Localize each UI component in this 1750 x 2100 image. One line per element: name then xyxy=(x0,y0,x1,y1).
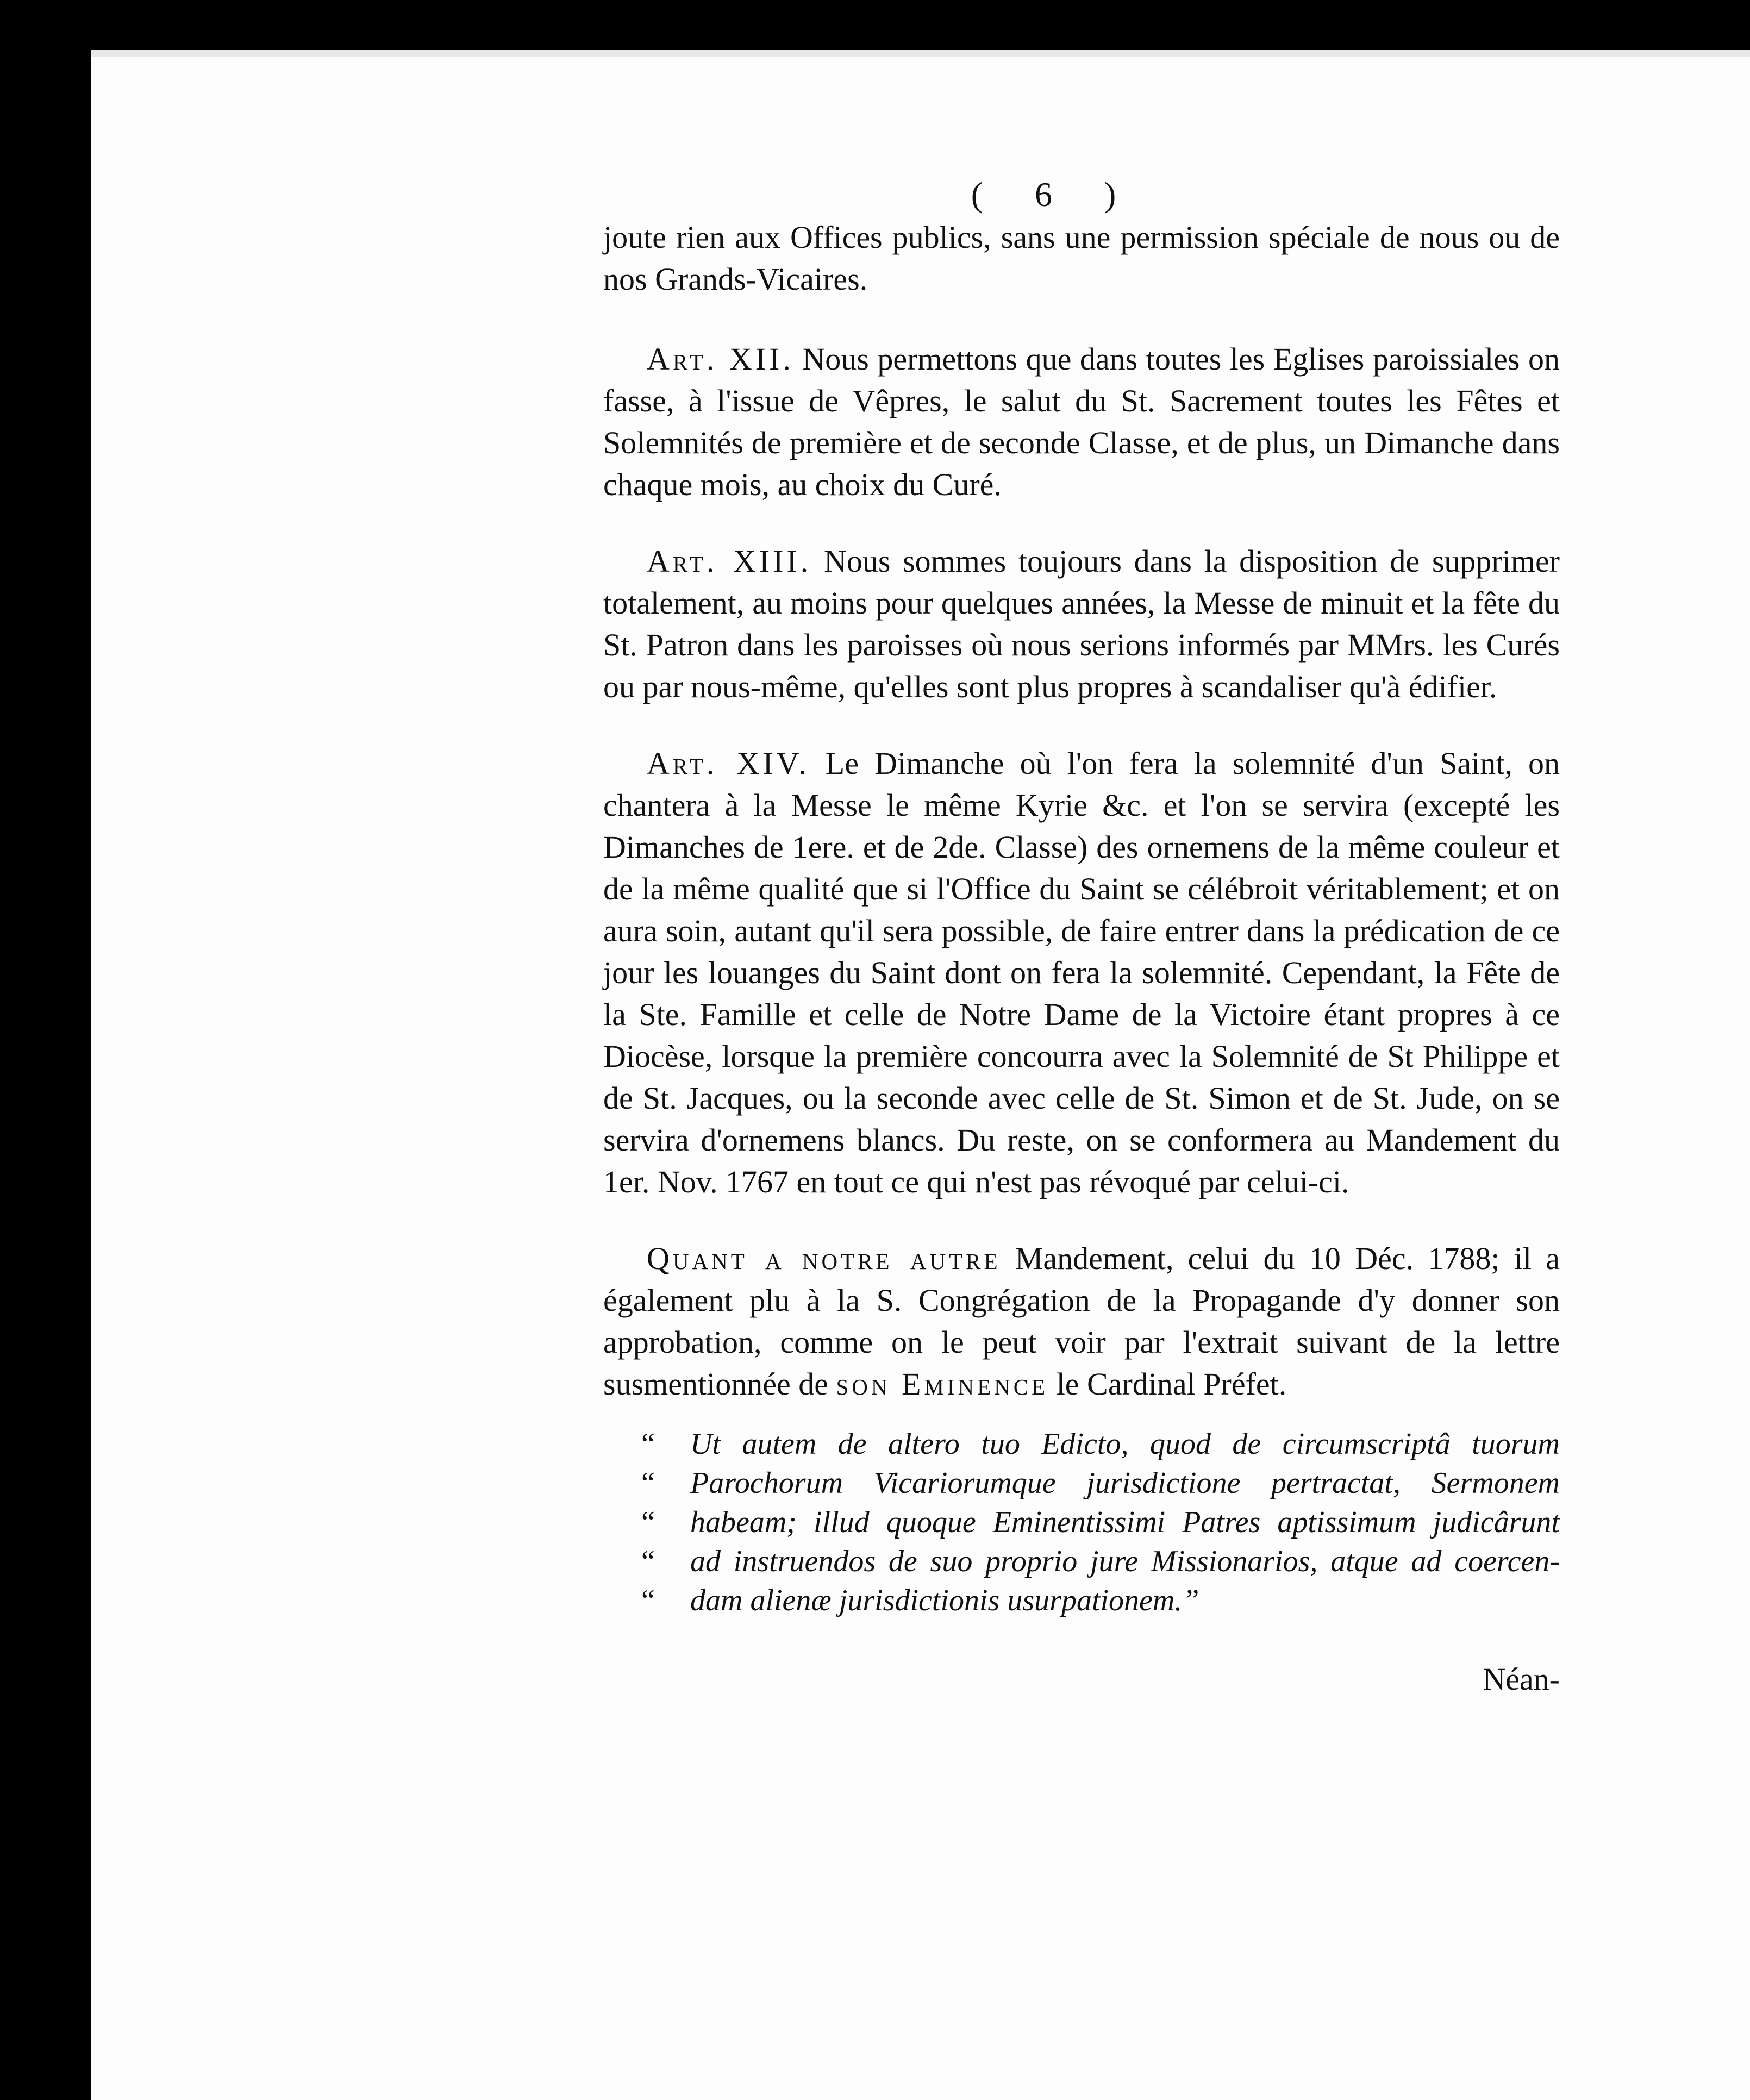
quote-line xyxy=(641,1424,1560,1464)
closing-text: Mandement, celui du 10 Déc. 1788; il a également plu à la S. Congrégation de la Propagande d'y donner son approbation, comme on le peut voir par l'extrait suivant de la lettre susmentionnée de xyxy=(603,1241,1560,1402)
quote-line-text: habeam; illud quoque Eminentissimi Patres aptissimum judicârunt xyxy=(690,1505,1560,1539)
closing-lead: Quant a notre autre xyxy=(647,1241,1001,1276)
quote-mark: “ xyxy=(641,1584,655,1617)
paper-top-edge xyxy=(91,50,1750,57)
quote-line-text: ad instruendos de suo proprio jure Missionarios, atque ad coercen- xyxy=(690,1545,1560,1578)
quote-line-text: Ut autem de altero tuo Edicto, quod de circumscriptâ tuorum xyxy=(690,1427,1560,1461)
closing-paragraph xyxy=(603,1238,1560,1405)
quote-line-text: dam alienæ jurisdictionis usurpationem.” xyxy=(690,1584,1199,1617)
closing-tail: le Cardinal Préfet. xyxy=(1056,1366,1287,1402)
article-xiii xyxy=(603,540,1560,708)
quote-line-text: Parochorum Vicariorumque jurisdictione pertractat, Sermonem xyxy=(690,1466,1560,1500)
article-xii xyxy=(603,338,1560,505)
quote-mark: “ xyxy=(641,1545,655,1578)
continuation-paragraph: joute rien aux Offices publics, sans une permission spéciale de nous ou de nos Grands-Vicaires. xyxy=(603,220,1560,297)
text-block xyxy=(603,173,1560,1700)
son-eminence: son Eminence xyxy=(836,1366,1049,1402)
quote-mark: “ xyxy=(641,1427,655,1461)
article-xiv-heading: Art. XIV. xyxy=(647,746,810,781)
article-xiv xyxy=(603,742,1560,1203)
page-number: ( 6 ) xyxy=(971,175,1138,214)
article-xii-heading: Art. XII. xyxy=(647,341,794,377)
article-xiii-heading: Art. XIII. xyxy=(647,543,812,579)
quote-mark: “ xyxy=(641,1466,655,1500)
quote-line xyxy=(641,1581,1560,1620)
quote-mark: “ xyxy=(641,1505,655,1539)
article-xii-text: Nous permettons que dans toutes les Eglises paroissiales on fasse, à l'issue de Vêpres, le salut du St. Sacrement toutes les Fêtes et Solemnités de première et de seconde Classe, et de plus, un Dimanche dans chaque mois, au choix du Curé. xyxy=(603,341,1560,502)
catchword: Néan- xyxy=(1483,1661,1560,1697)
quote-line xyxy=(641,1542,1560,1581)
quote-line xyxy=(641,1464,1560,1503)
latin-quotation xyxy=(641,1424,1560,1620)
article-xiii-text: Nous sommes toujours dans la disposition de supprimer totalement, au moins pour quelques années, la Messe de minuit et la fête du St. Patron dans les paroisses où nous serions informés par MMrs. les Curés ou par nous-même, qu'elles sont plus propres à scandaliser qu'à édifier. xyxy=(603,543,1560,704)
article-xiv-text: Le Dimanche où l'on fera la solemnité d'un Saint, on chantera à la Messe le même Kyrie &c. et l'on se servira (excepté les Dimanches de 1ere. et de 2de. Classe) des ornemens de la même couleur et de la même qualité que si l'Office du Saint se célébroit véritablement; et on aura soin, autant qu'il sera possible, de faire entrer dans la prédication de ce jour les louanges du Saint dont on fera la solemnité. Cependant, la Fête de la Ste. Famille et celle de Notre Dame de la Victoire étant propres à ce Diocèse, lorsque la première concourra avec la Solemnité de St Philippe et de St. Jacques, ou la seconde avec celle de St. Simon et de St. Jude, on se servira d'ornemens blancs. Du reste, on se conformera au Mandement du 1er. Nov. 1767 en tout ce qui n'est pas révoqué par celui-ci. xyxy=(603,746,1560,1199)
quote-line xyxy=(641,1503,1560,1542)
